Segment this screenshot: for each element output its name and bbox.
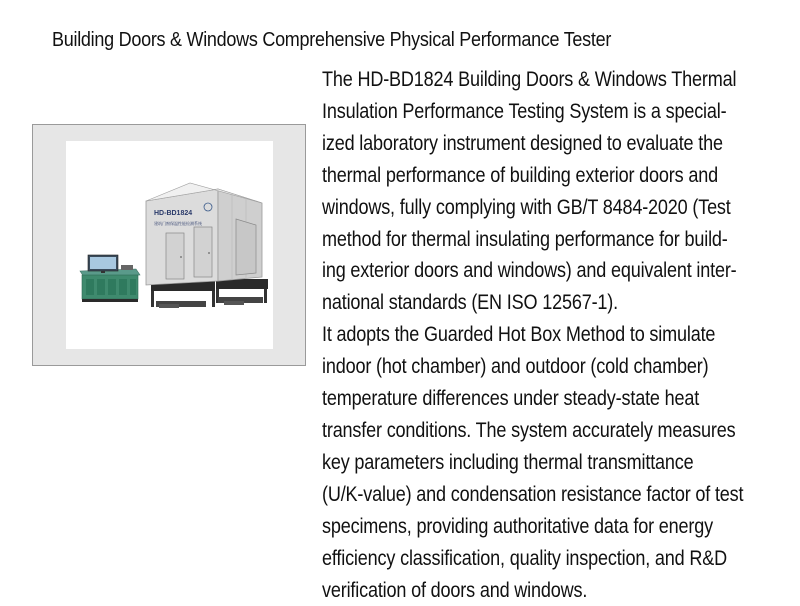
product-description	[322, 64, 792, 606]
description-line: verification of doors and windows.	[322, 575, 726, 606]
description-line: temperature differences under steady-state heat	[322, 383, 726, 415]
description-line: efficiency classification, quality inspection, and R&D	[322, 543, 726, 575]
thermal-testing-system-illustration	[66, 141, 273, 349]
description-line: indoor (hot chamber) and outdoor (cold chamber)	[322, 351, 726, 383]
description-line: thermal performance of building exterior doors and	[322, 160, 726, 192]
description-line: national standards (EN ISO 12567-1).	[322, 287, 726, 319]
description-line: method for thermal insulating performance for build-	[322, 224, 726, 256]
product-image-frame	[32, 124, 306, 366]
description-line: ing exterior doors and windows) and equivalent inter-	[322, 255, 726, 287]
model-label: HD-BD1824	[154, 210, 192, 217]
description-line: The HD-BD1824 Building Doors & Windows Thermal	[322, 64, 726, 96]
page-title: Building Doors & Windows Comprehensive Physical Performance Tester	[52, 26, 611, 54]
description-line: windows, fully complying with GB/T 8484-2020 (Test	[322, 192, 726, 224]
description-line: ized laboratory instrument designed to evaluate the	[322, 128, 726, 160]
description-line: transfer conditions. The system accurately measures	[322, 415, 726, 447]
description-line: specimens, providing authoritative data for energy	[322, 511, 726, 543]
description-line: It adopts the Guarded Hot Box Method to simulate	[322, 319, 726, 351]
description-line: key parameters including thermal transmittance	[322, 447, 726, 479]
description-line: (U/K-value) and condensation resistance factor of test	[322, 479, 726, 511]
description-line: Insulation Performance Testing System is a special-	[322, 96, 726, 128]
system-label: 建筑门窗保温性能检测系统	[154, 220, 202, 226]
product-photo	[66, 141, 273, 349]
